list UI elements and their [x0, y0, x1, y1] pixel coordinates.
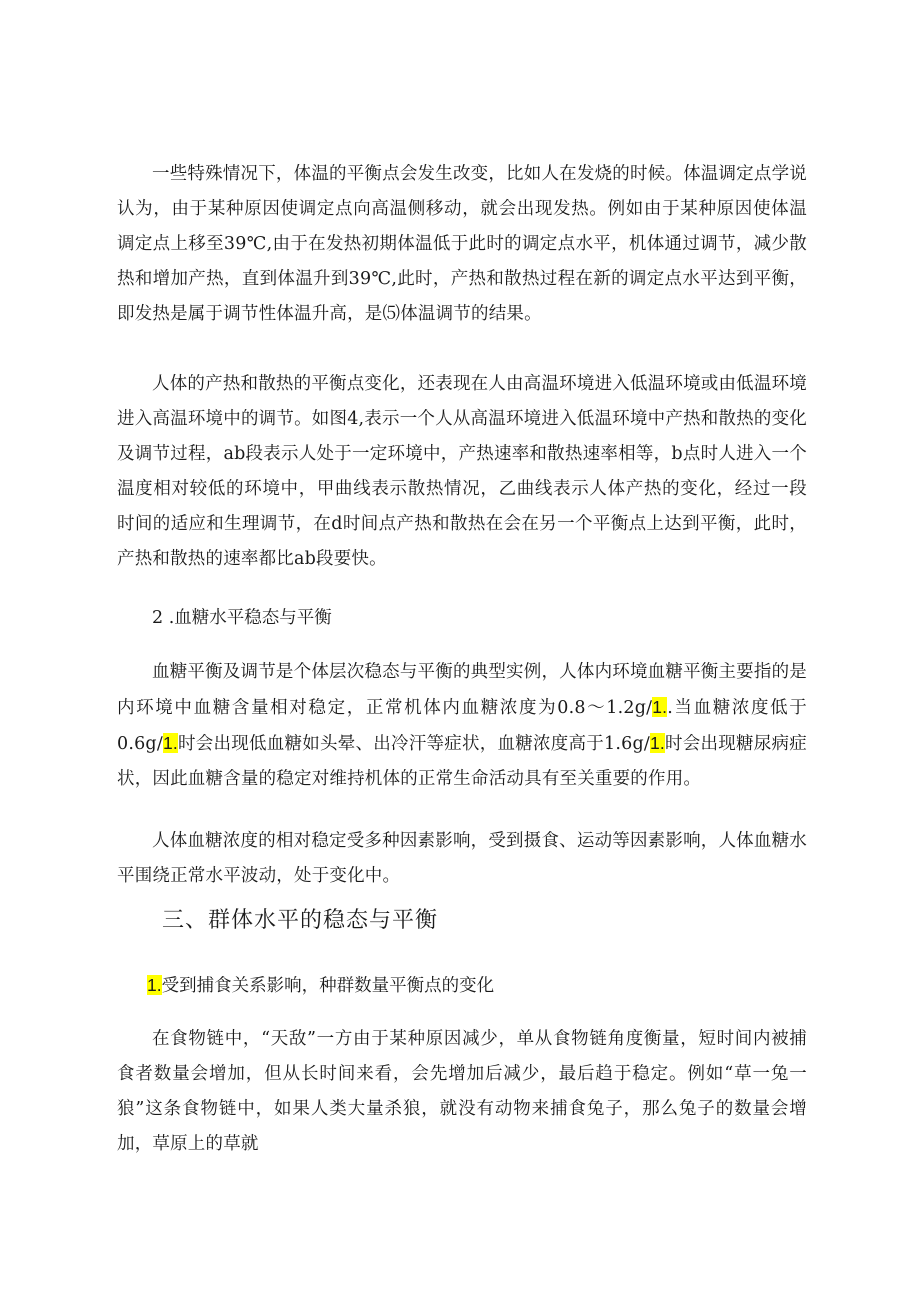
text-run: 时会出现低血糖如头晕、出冷汗等症状，血糖浓度高于1.6g∕ — [177, 734, 650, 754]
text-run: 血糖平衡及调节是个体层次稳态与平衡的典型实例，人体内环境血糖平衡主要指的是内环境中血糖含量相对稳定，正常机体内血糖浓度为0.8～1.2g∕ — [117, 662, 807, 718]
paragraph-blood-sugar-regulation — [117, 655, 807, 797]
paragraph-fever-set-point: 一些特殊情况下，体温的平衡点会发生改变，比如人在发烧的时候。体温调定点学说认为，由于某种原因使调定点向高温侧移动，就会出现发热。例如由于某种原因使体温调定点上移至39℃,由于在发热初期体温低于此时的调定点水平，机体通过调节，减少散热和增加产热，直到体温升到39℃,此时，产热和散热过程在新的调定点水平达到平衡，即发热是属于调节性体温升高，是⑸体温调节的结果。 — [117, 164, 807, 324]
text-run: 时会出现糖尿病症状，因此血糖含量的稳定对维持机体的正常生命活动具有至关重要的作用。 — [117, 734, 807, 789]
chapter-title-population-level: 三、群体水平的稳态与平衡 — [162, 908, 439, 933]
paragraph-heat-balance: 人体的产热和散热的平衡点变化，还表现在人由高温环境进入低温环境或由低温环境进入高温环境中的调节。如图4,表示一个人从高温环境进入低温环境中产热和散热的变化及调节过程，ab段表示人处于一定环境中，产热速率和散热速率相等，b点时人进入一个温度相对较低的环境中，甲曲线表示散热情况，乙曲线表示人体产热的变化，经过一段时间的适应和生理调节，在d时间点产热和散热在会在另一个平衡点上达到平衡，此时，产热和散热的速率都比ab段要快。 — [117, 374, 807, 569]
section-title-blood-sugar: 2 .血糖水平稳态与平衡 — [152, 608, 332, 628]
highlight-mark: 1. — [162, 733, 178, 753]
text-run: .当血糖浓度低于0.6g∕ — [117, 698, 807, 754]
section-title-predation — [147, 968, 837, 1004]
highlight-mark: 1. — [147, 975, 162, 995]
paragraph-blood-sugar-fluctuation: 人体血糖浓度的相对稳定受多种因素影响，受到摄食、运动等因素影响，人体血糖水平围绕正常水平波动，处于变化中。 — [117, 831, 807, 886]
paragraph-food-chain: 在食物链中，“天敌”一方由于某种原因减少，单从食物链角度衡量，短时间内被捕食者数量会增加，但从长时间来看，会先增加后减少，最后趋于稳定。例如“草一兔一狼”这条食物链中，如果人类大量杀狼，就没有动物来捕食兔子，那么兔子的数量会增加，草原上的草就 — [117, 1029, 807, 1154]
highlight-mark: 1. — [652, 697, 668, 717]
text-run: 受到捕食关系影响，种群数量平衡点的变化 — [161, 976, 495, 996]
highlight-mark: 1. — [649, 733, 665, 753]
